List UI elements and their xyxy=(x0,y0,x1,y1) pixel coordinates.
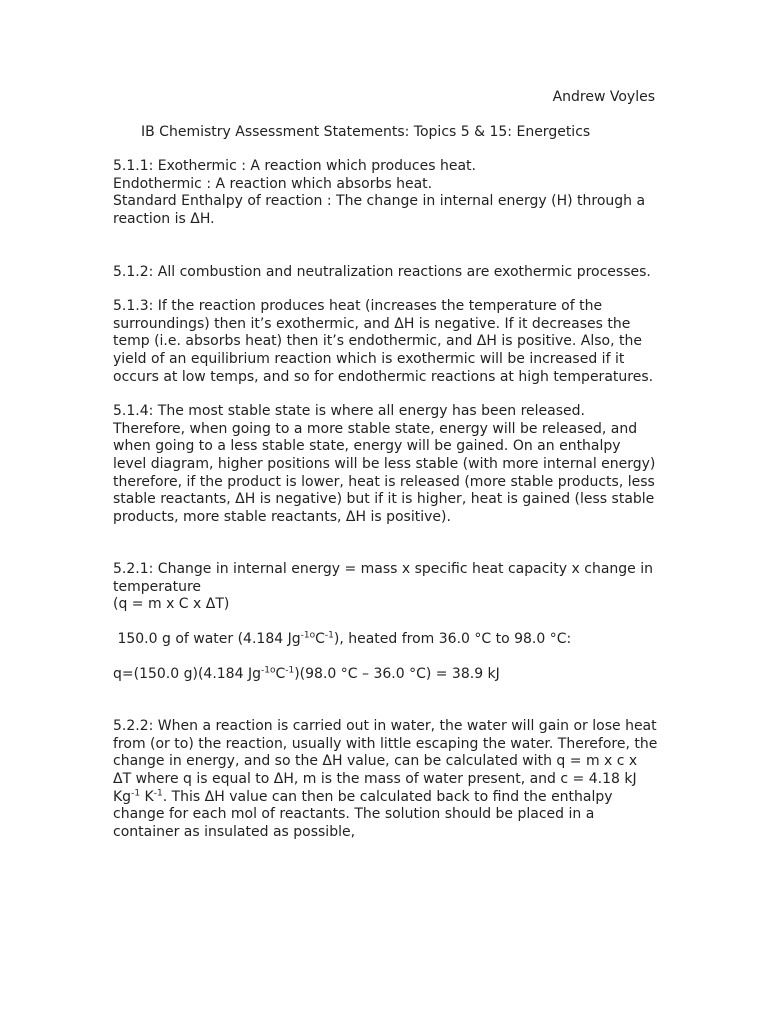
section-5-1-4: 5.1.4: The most stable state is where all energy has been released. Therefore, when going to a more stable state, energy will be released, and when going to a less stable state, energy will be gained. On an enthalpy level diagram, higher positions will be less stable (with more internal energy) therefore, if the product is lower, heat is released (more stable products, less stable reactants, ΔH is negative) but if it is higher, heat is gained (less stable products, more stable reactants, ΔH is positive). xyxy=(113,403,656,525)
section-5-1-1 xyxy=(113,158,658,228)
section-5-1-2: 5.1.2: All combustion and neutralization reactions are exothermic processes. xyxy=(113,263,651,280)
document-page xyxy=(113,89,658,841)
enthalpy-definition: Standard Enthalpy of reaction : The change in internal energy (H) through a reaction is ΔH. xyxy=(113,193,646,227)
exothermic-definition: 5.1.1: Exothermic : A reaction which produces heat. xyxy=(113,158,476,175)
heat-formula: (q = m x C x ΔT) xyxy=(113,596,230,613)
document-title: IB Chemistry Assessment Statements: Topics 5 & 15: Energetics xyxy=(141,123,591,140)
heat-equation-text: 5.2.1: Change in internal energy = mass x specific heat capacity x change in temperature xyxy=(113,561,653,595)
worked-calculation: q=(150.0 g)(4.184 $Jg^{-1o}C^{-1})(98.0$ °C – 36.0 °C) = 38.9 kJ xyxy=(113,665,500,682)
section-5-2-1 xyxy=(113,561,658,683)
endothermic-definition: Endothermic : A reaction which absorbs heat. xyxy=(113,175,433,192)
worked-example: 150.0 g of water (4.184 $Jg^{-1o}C^{-1}$), heated from 36.0 °C to 98.0 °C: xyxy=(113,630,572,648)
section-5-2-2: 5.2.2: When a reaction is carried out in water, the water will gain or lose heat from (or to) the reaction, usually with little escaping the water. Therefore, the change in energy, and so the ΔH value, can be calculated with q = m x c x ΔT where q is equal to ΔH, m is the mass of water present, and c = 4.18 kJ $Kg^{-1}$ $K^{-1}$. This ΔH value can then be calculated back to find the enthalpy change for each mol of reactants. The solution should be placed in a container as insulated as possible, xyxy=(113,718,658,840)
author-name: Andrew Voyles xyxy=(552,89,655,105)
section-5-1-3: 5.1.3: If the reaction produces heat (increases the temperature of the surroundings) then it’s exothermic, and ΔH is negative. If it decreases the temp (i.e. absorbs heat) then it’s endothermic, and ΔH is positive. Also, the yield of an equilibrium reaction which is exothermic will be increased if it occurs at low temps, and so for endothermic reactions at high temperatures. xyxy=(113,298,654,385)
